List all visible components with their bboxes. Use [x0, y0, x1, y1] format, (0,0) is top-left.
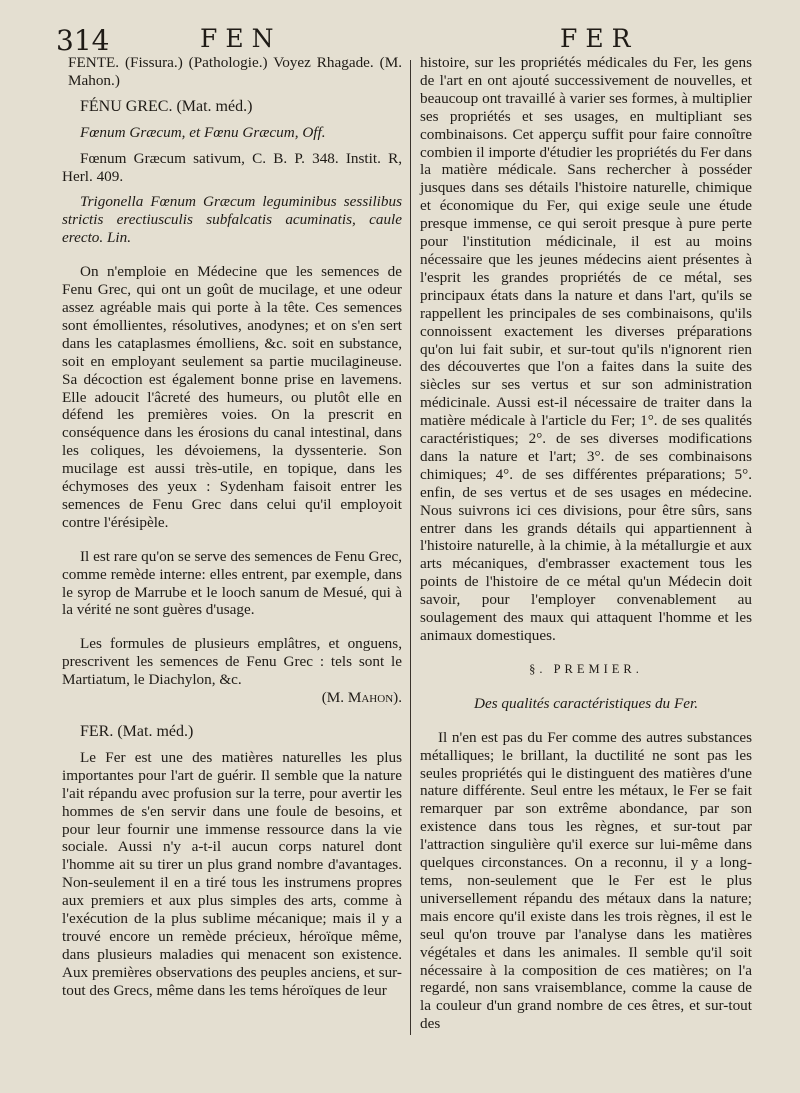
- entry-fer-heading: FER. (Mat. méd.): [80, 723, 194, 740]
- running-title-left: FEN: [200, 24, 282, 53]
- column-rule: [410, 60, 411, 1035]
- page-number: 314: [56, 24, 110, 57]
- running-head: [0, 24, 800, 58]
- left-column: [62, 54, 402, 1000]
- paragraph: Le Fer est une des matières naturelles les plus importantes pour l'art de guérir. Il semble que la nature l'ait répandu avec profusion sur la terre, pour avertir les hommes de s'en servir dans une foule de besoins, et pour leur fournir une immense ressource dans la vie sociale. Aussi n'y a-t-il aucun corps naturel dont l'homme ait su tirer un plus grand nombre d'avantages. Non-seulement il en a tiré tous les instrumens propres aux premiers et aux plus simples des arts, comme à l'exécution de la plus sublime mécanique; mais il y a trouvé encore un remède précieux, héroïque même, dans plusieurs maladies qui menacent son existence. Aux premières observations des peuples anciens, et sur-tout des Grecs, même dans les tems héroïques de leur: [62, 748, 402, 999]
- synonym-line: Trigonella Fœnum Græcum leguminibus sessilibus strictis erectiusculis subfalcatis acuminatis, caule erecto. Lin.: [62, 193, 402, 247]
- synonym-line: Fœnum Græcum sativum, C. B. P. 348. Instit. R, Herl. 409.: [62, 149, 402, 185]
- paragraph: On n'emploie en Médecine que les semences de Fenu Grec, qui ont un goût de mucilage, et une odeur assez agréable mais qui porte à la tête. Ces semences sont émollientes, résolutives, anodynes; et on s'en sert dans les cataplasmes émolliens, &c. soit en substance, soit en employant seulement sa partie mucilagineuse. Sa décoction est également bonne prise en lavemens. Elle adoucit l'âcreté des humeurs, ou plutôt elle en défend les premières voies. On la prescrit en conséquence dans les érosions du canal intestinal, dans les coliques, les dévoiemens, la dyssenterie. Son mucilage est aussi très-utile, en topique, dans les échymoses des yeux : Sydenham faisoit entrer les semences de Fenu Grec dans celui qu'il employoit contre l'érésipèle.: [62, 263, 402, 531]
- section-number: §. PREMIER.: [529, 661, 643, 676]
- right-column: [420, 54, 752, 1033]
- paragraph: Il est rare qu'on se serve des semences de Fenu Grec, comme remède interne: elles entrent, par exemple, dans le syrop de Marrube et le looch sanum de Mesué, qui à la vérité ne sont guères d'usage.: [62, 547, 402, 619]
- section-title: Des qualités caractéristiques du Fer.: [474, 694, 698, 712]
- entry-fente: FENTE. (Fissura.) (Pathologie.) Voyez Rhagade. (M. Mahon.): [68, 54, 402, 89]
- paragraph: histoire, sur les propriétés médicales du Fer, les gens de l'art en ont ajouté successivement de nouvelles, et beaucoup ont travaillé à varier ses formes, à multiplier ses propriétés et ses usages, en multipliant ses combinaisons. Cet apperçu suffit pour faire connoître combien il importe d'étudier les propriétés du Fer dans la matière médicale. Sans rechercher à posséder jusques dans ses détails l'histoire naturelle, chimique et économique du Fer, qui exige seule une étude presque immense, ce qui seroit presque à pure perte pour l'institution médicinale, il est au moins nécessaire que les jeunes médecins aient présentes à l'esprit les grandes propriétés de ce métal, ses principaux états dans la nature et dans l'art, qu'ils se rappellent les principales de ses combinaisons, qu'ils connoissent exactement les diverses préparations qu'on lui fait subir, et sur-tout qu'ils n'ignorent rien des découvertes que l'on a faites dans la suite des siècles sur ses vertus et sur son administration médicinale. Aussi est-il nécessaire de traiter dans la matière médicale à l'article du Fer; 1°. de ses qualités caractéristiques; 2°. de ses diverses modifications dans la nature et l'art; 3°. de ses combinaisons chimiques; 4°. de ses différentes préparations; 5°. enfin, de ses vertus et de ses usages en médecine. Nous suivrons ici ces divisions, pour être sûrs, sans entrer dans les grands détails qui appartiennent à l'histoire naturelle, à la chimie, à la métallurgie et aux arts mécaniques, d'embrasser exactement tous les points de l'histoire de ce métal qu'un Médecin doit savoir, pour l'employer convenablement au soulagement des maux qui attaquent l'homme et les animaux domestiques.: [420, 54, 752, 644]
- paragraph: Les formules de plusieurs emplâtres, et onguens, prescrivent les semences de Fenu Grec : tels sont le Martiatum, le Diachylon, &c.: [62, 635, 402, 689]
- entry-fenu-grec-heading: FÉNU GREC. (Mat. méd.): [80, 97, 253, 115]
- running-title-right: FER: [560, 24, 639, 53]
- synonym-line: Fœnum Græcum, et Fœnu Græcum, Off.: [80, 123, 326, 141]
- signature: (M. Mahon).: [321, 689, 402, 707]
- paragraph: Il n'en est pas du Fer comme des autres substances métalliques; le brillant, la ductilité ne sont pas les seules propriétés qui le distinguent des matières d'une nature différente. Seul entre les métaux, le Fer se fait remarquer par son extrême abondance, par son existence dans tous les règnes, et sur-tout par l'attraction singulière qu'il exerce sur lui-même dans quelques circonstances. On a reconnu, il y a long-tems, non-seulement que le Fer est le plus universellement répandu des métaux dans la nature; mais encore qu'il existe dans les trois règnes, il est le seul qu'on trouve par l'analyse dans les matières végétales et dans les animales. Il semble qu'il soit nécessaire à la composition de ces matières; on l'a regardé, non sans vraisemblance, comme la cause de la couleur d'un grand nombre de ces êtres, et sur-tout des: [420, 728, 752, 1033]
